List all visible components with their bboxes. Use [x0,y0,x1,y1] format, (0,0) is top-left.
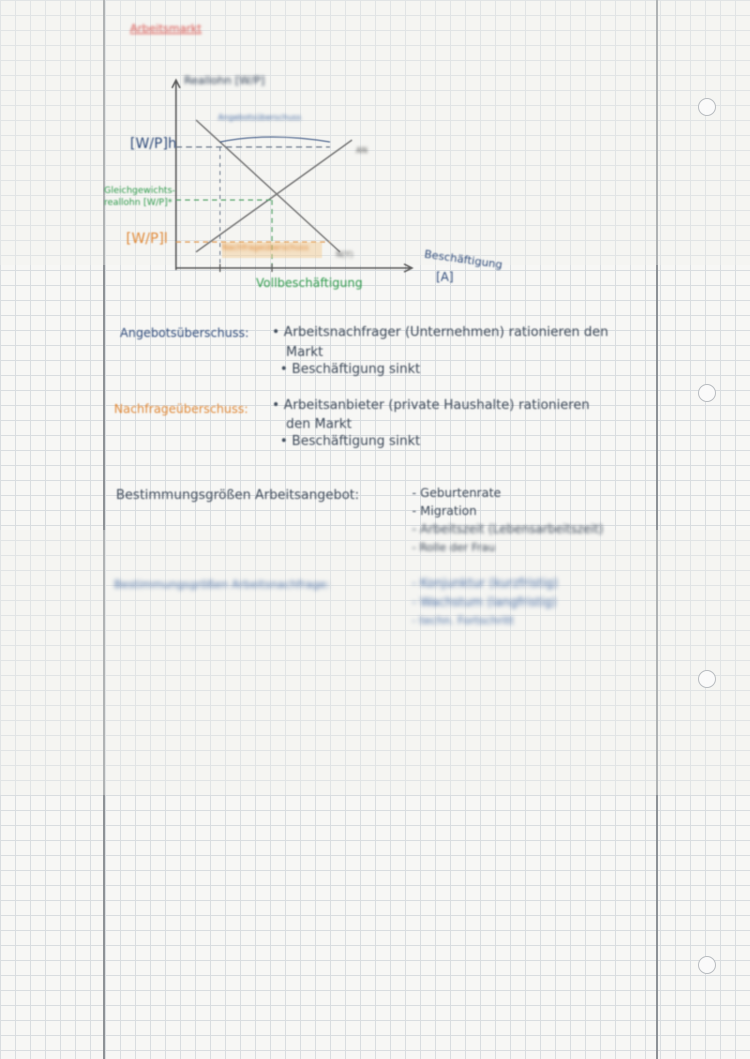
section3-item-4: - Rolle der Frau [412,541,496,554]
punch-hole-2 [698,384,716,402]
x-axis-label-line2: [A] [436,270,454,284]
y-tick-high-label: [W/P]h [130,136,177,152]
x-axis-label-line1: Beschäftigung [423,247,504,272]
equilibrium-label-line1: Gleichgewichts- [104,186,176,196]
curve-label-top: AN [356,146,368,155]
section1-label: Angebotsüberschuss: [120,326,249,340]
punch-hole-4 [698,956,716,974]
section3-label: Bestimmungsgrößen Arbeitsangebot: [116,488,360,503]
section2-bullet1-line1: • Arbeitsanbieter (private Haushalte) rationieren [272,398,590,413]
demand-surplus-graph-label: Nachfrageüberschuss [222,243,309,252]
supply-surplus-brace [220,137,330,142]
y-axis-label: Reallohn [W/P] [184,74,265,87]
section4-item-1: - Konjunktur (kurzfristig) [412,576,559,590]
section3-item-1: - Geburtenrate [412,486,502,500]
section1-bullet1-line2: Markt [286,345,324,360]
blurred-region-middle [0,530,750,795]
x-axis-caption: Vollbeschäftigung [256,276,363,290]
section3-item-2: - Migration [412,504,477,518]
punch-hole-1 [698,98,716,116]
page-title: Arbeitsmarkt [130,22,202,35]
punch-hole-3 [698,670,716,688]
section1-bullet1-line1: • Arbeitsnachfrager (Unternehmen) rationieren den [272,325,609,340]
section2-label: Nachfrageüberschuss: [114,402,249,416]
section3-item-3: - Arbeitszeit (Lebensarbeitszeit) [412,522,604,536]
labor-market-graph [100,70,520,300]
equilibrium-label-line2: reallohn [W/P]* [104,198,173,208]
curve-label-bottom: N(Y) [336,250,354,259]
supply-surplus-graph-label: Angebotsüberschuss [218,113,302,122]
section4-item-2: - Wachstum (langfristig) [412,595,557,609]
section4-item-3: - techn. Fortschritt [412,614,514,627]
section2-bullet2: • Beschäftigung sinkt [280,434,421,449]
y-tick-low-label: [W/P]l [126,231,168,247]
supply-curve [196,140,352,252]
section4-label: Bestimmungsgrößen Arbeitsnachfrage: [114,578,330,591]
section1-bullet2: • Beschäftigung sinkt [280,362,421,377]
section2-bullet1-line2: den Markt [286,417,352,432]
